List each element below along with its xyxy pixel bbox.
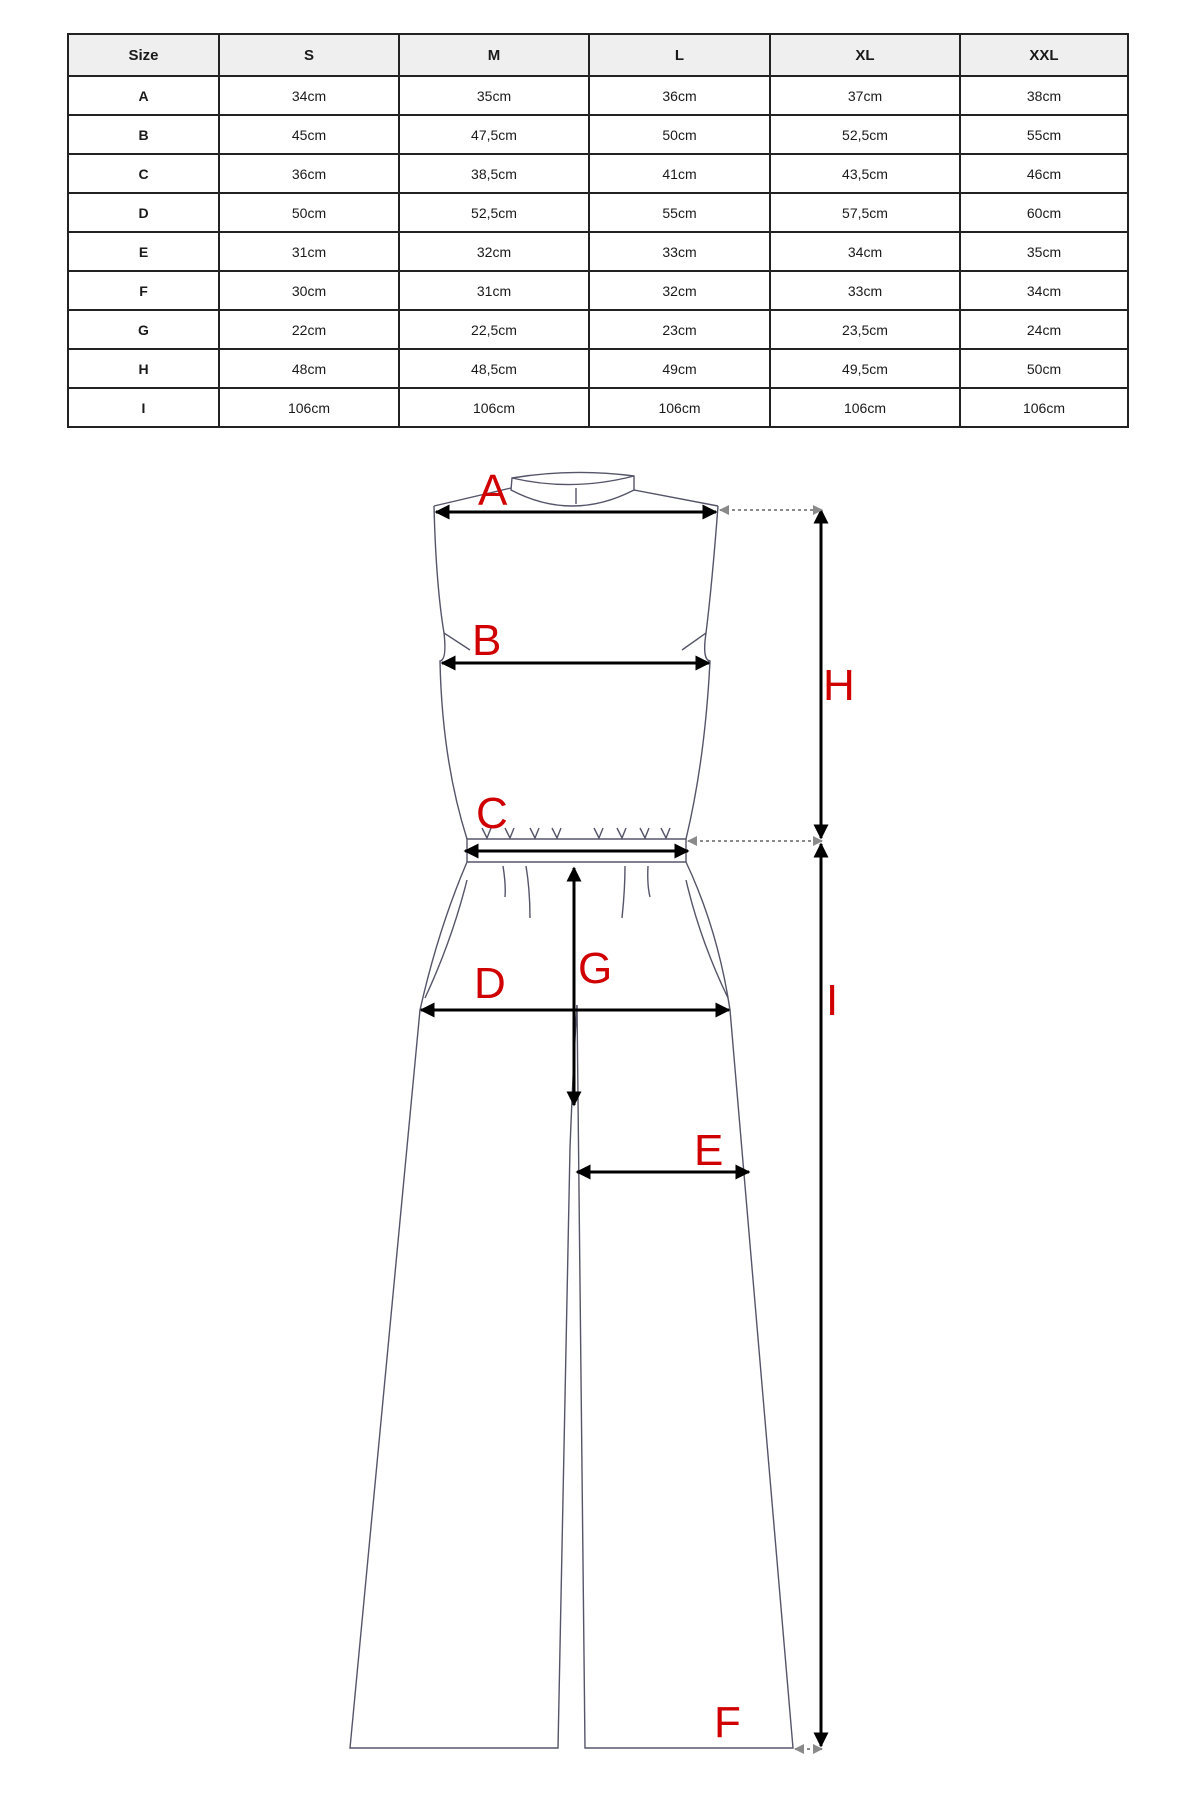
measurement-value-cell: 31cm xyxy=(399,271,589,310)
measurement-labels xyxy=(472,466,855,1747)
left-leg-outer xyxy=(350,862,577,1748)
bodice-right-side xyxy=(686,506,718,839)
measurement-value-cell: 50cm xyxy=(219,193,399,232)
measurement-value-cell: 35cm xyxy=(960,232,1128,271)
right-leg-outer xyxy=(577,862,793,1748)
size-header-cell: XL xyxy=(770,34,960,76)
measurement-value-cell: 49,5cm xyxy=(770,349,960,388)
measurement-value-cell: 36cm xyxy=(589,76,770,115)
measurement-value-cell: 47,5cm xyxy=(399,115,589,154)
measurement-value-cell: 50cm xyxy=(589,115,770,154)
measurement-value-cell: 23cm xyxy=(589,310,770,349)
right-shoulder xyxy=(634,490,718,506)
measurement-value-cell: 57,5cm xyxy=(770,193,960,232)
measurement-value-cell: 36cm xyxy=(219,154,399,193)
size-header-cell: S xyxy=(219,34,399,76)
size-header-cell: XXL xyxy=(960,34,1128,76)
measurement-value-cell: 48cm xyxy=(219,349,399,388)
measurement-row-label: B xyxy=(68,115,219,154)
measurement-value-cell: 30cm xyxy=(219,271,399,310)
measurement-row-label: H xyxy=(68,349,219,388)
measurement-value-cell: 23,5cm xyxy=(770,310,960,349)
measurement-row-label: F xyxy=(68,271,219,310)
size-header-cell: Size xyxy=(68,34,219,76)
measurement-row-label: I xyxy=(68,388,219,427)
label-a: A xyxy=(478,466,508,515)
measurement-value-cell: 106cm xyxy=(960,388,1128,427)
label-d: D xyxy=(474,959,506,1008)
front-pleats xyxy=(503,866,650,918)
measurement-value-cell: 52,5cm xyxy=(399,193,589,232)
measurement-row-label: E xyxy=(68,232,219,271)
collar-inner xyxy=(512,476,634,485)
measurement-value-cell: 52,5cm xyxy=(770,115,960,154)
measurement-value-cell: 34cm xyxy=(770,232,960,271)
measurement-value-cell: 45cm xyxy=(219,115,399,154)
measurement-value-cell: 34cm xyxy=(219,76,399,115)
measurement-value-cell: 35cm xyxy=(399,76,589,115)
label-f: F xyxy=(714,1698,741,1747)
measurement-value-cell: 31cm xyxy=(219,232,399,271)
size-header-cell: M xyxy=(399,34,589,76)
measurement-value-cell: 50cm xyxy=(960,349,1128,388)
measurement-value-cell: 106cm xyxy=(589,388,770,427)
waist-gathers-right xyxy=(594,828,670,838)
label-e: E xyxy=(694,1126,724,1175)
measurement-value-cell: 38,5cm xyxy=(399,154,589,193)
measurement-value-cell: 22,5cm xyxy=(399,310,589,349)
left-armhole-dart xyxy=(444,633,470,650)
right-armhole-dart xyxy=(682,633,706,650)
bodice-left-side xyxy=(434,506,467,839)
measurement-value-cell: 34cm xyxy=(960,271,1128,310)
label-g: G xyxy=(578,944,613,993)
measurement-arrows xyxy=(421,510,822,1749)
measurement-value-cell: 49cm xyxy=(589,349,770,388)
measurement-value-cell: 106cm xyxy=(219,388,399,427)
measurement-value-cell: 60cm xyxy=(960,193,1128,232)
left-pocket xyxy=(425,880,467,998)
collar-outline xyxy=(511,472,634,506)
measurement-row-label: G xyxy=(68,310,219,349)
label-c: C xyxy=(476,789,508,838)
label-i: I xyxy=(826,976,839,1025)
measurement-value-cell: 46cm xyxy=(960,154,1128,193)
measurement-value-cell: 106cm xyxy=(399,388,589,427)
measurement-value-cell: 37cm xyxy=(770,76,960,115)
measurement-row-label: A xyxy=(68,76,219,115)
measurement-row-label: D xyxy=(68,193,219,232)
measurement-value-cell: 24cm xyxy=(960,310,1128,349)
right-pocket xyxy=(686,880,728,998)
measurement-value-cell: 48,5cm xyxy=(399,349,589,388)
measurement-value-cell: 55cm xyxy=(960,115,1128,154)
measurement-value-cell: 38cm xyxy=(960,76,1128,115)
label-b: B xyxy=(472,616,502,665)
measurement-value-cell: 32cm xyxy=(399,232,589,271)
measurement-value-cell: 22cm xyxy=(219,310,399,349)
measurement-value-cell: 33cm xyxy=(770,271,960,310)
measurement-value-cell: 32cm xyxy=(589,271,770,310)
label-h: H xyxy=(823,661,855,710)
measurement-value-cell: 41cm xyxy=(589,154,770,193)
measurement-row-label: C xyxy=(68,154,219,193)
measurement-value-cell: 55cm xyxy=(589,193,770,232)
measurement-value-cell: 106cm xyxy=(770,388,960,427)
measurement-value-cell: 43,5cm xyxy=(770,154,960,193)
size-header-cell: L xyxy=(589,34,770,76)
measurement-value-cell: 33cm xyxy=(589,232,770,271)
